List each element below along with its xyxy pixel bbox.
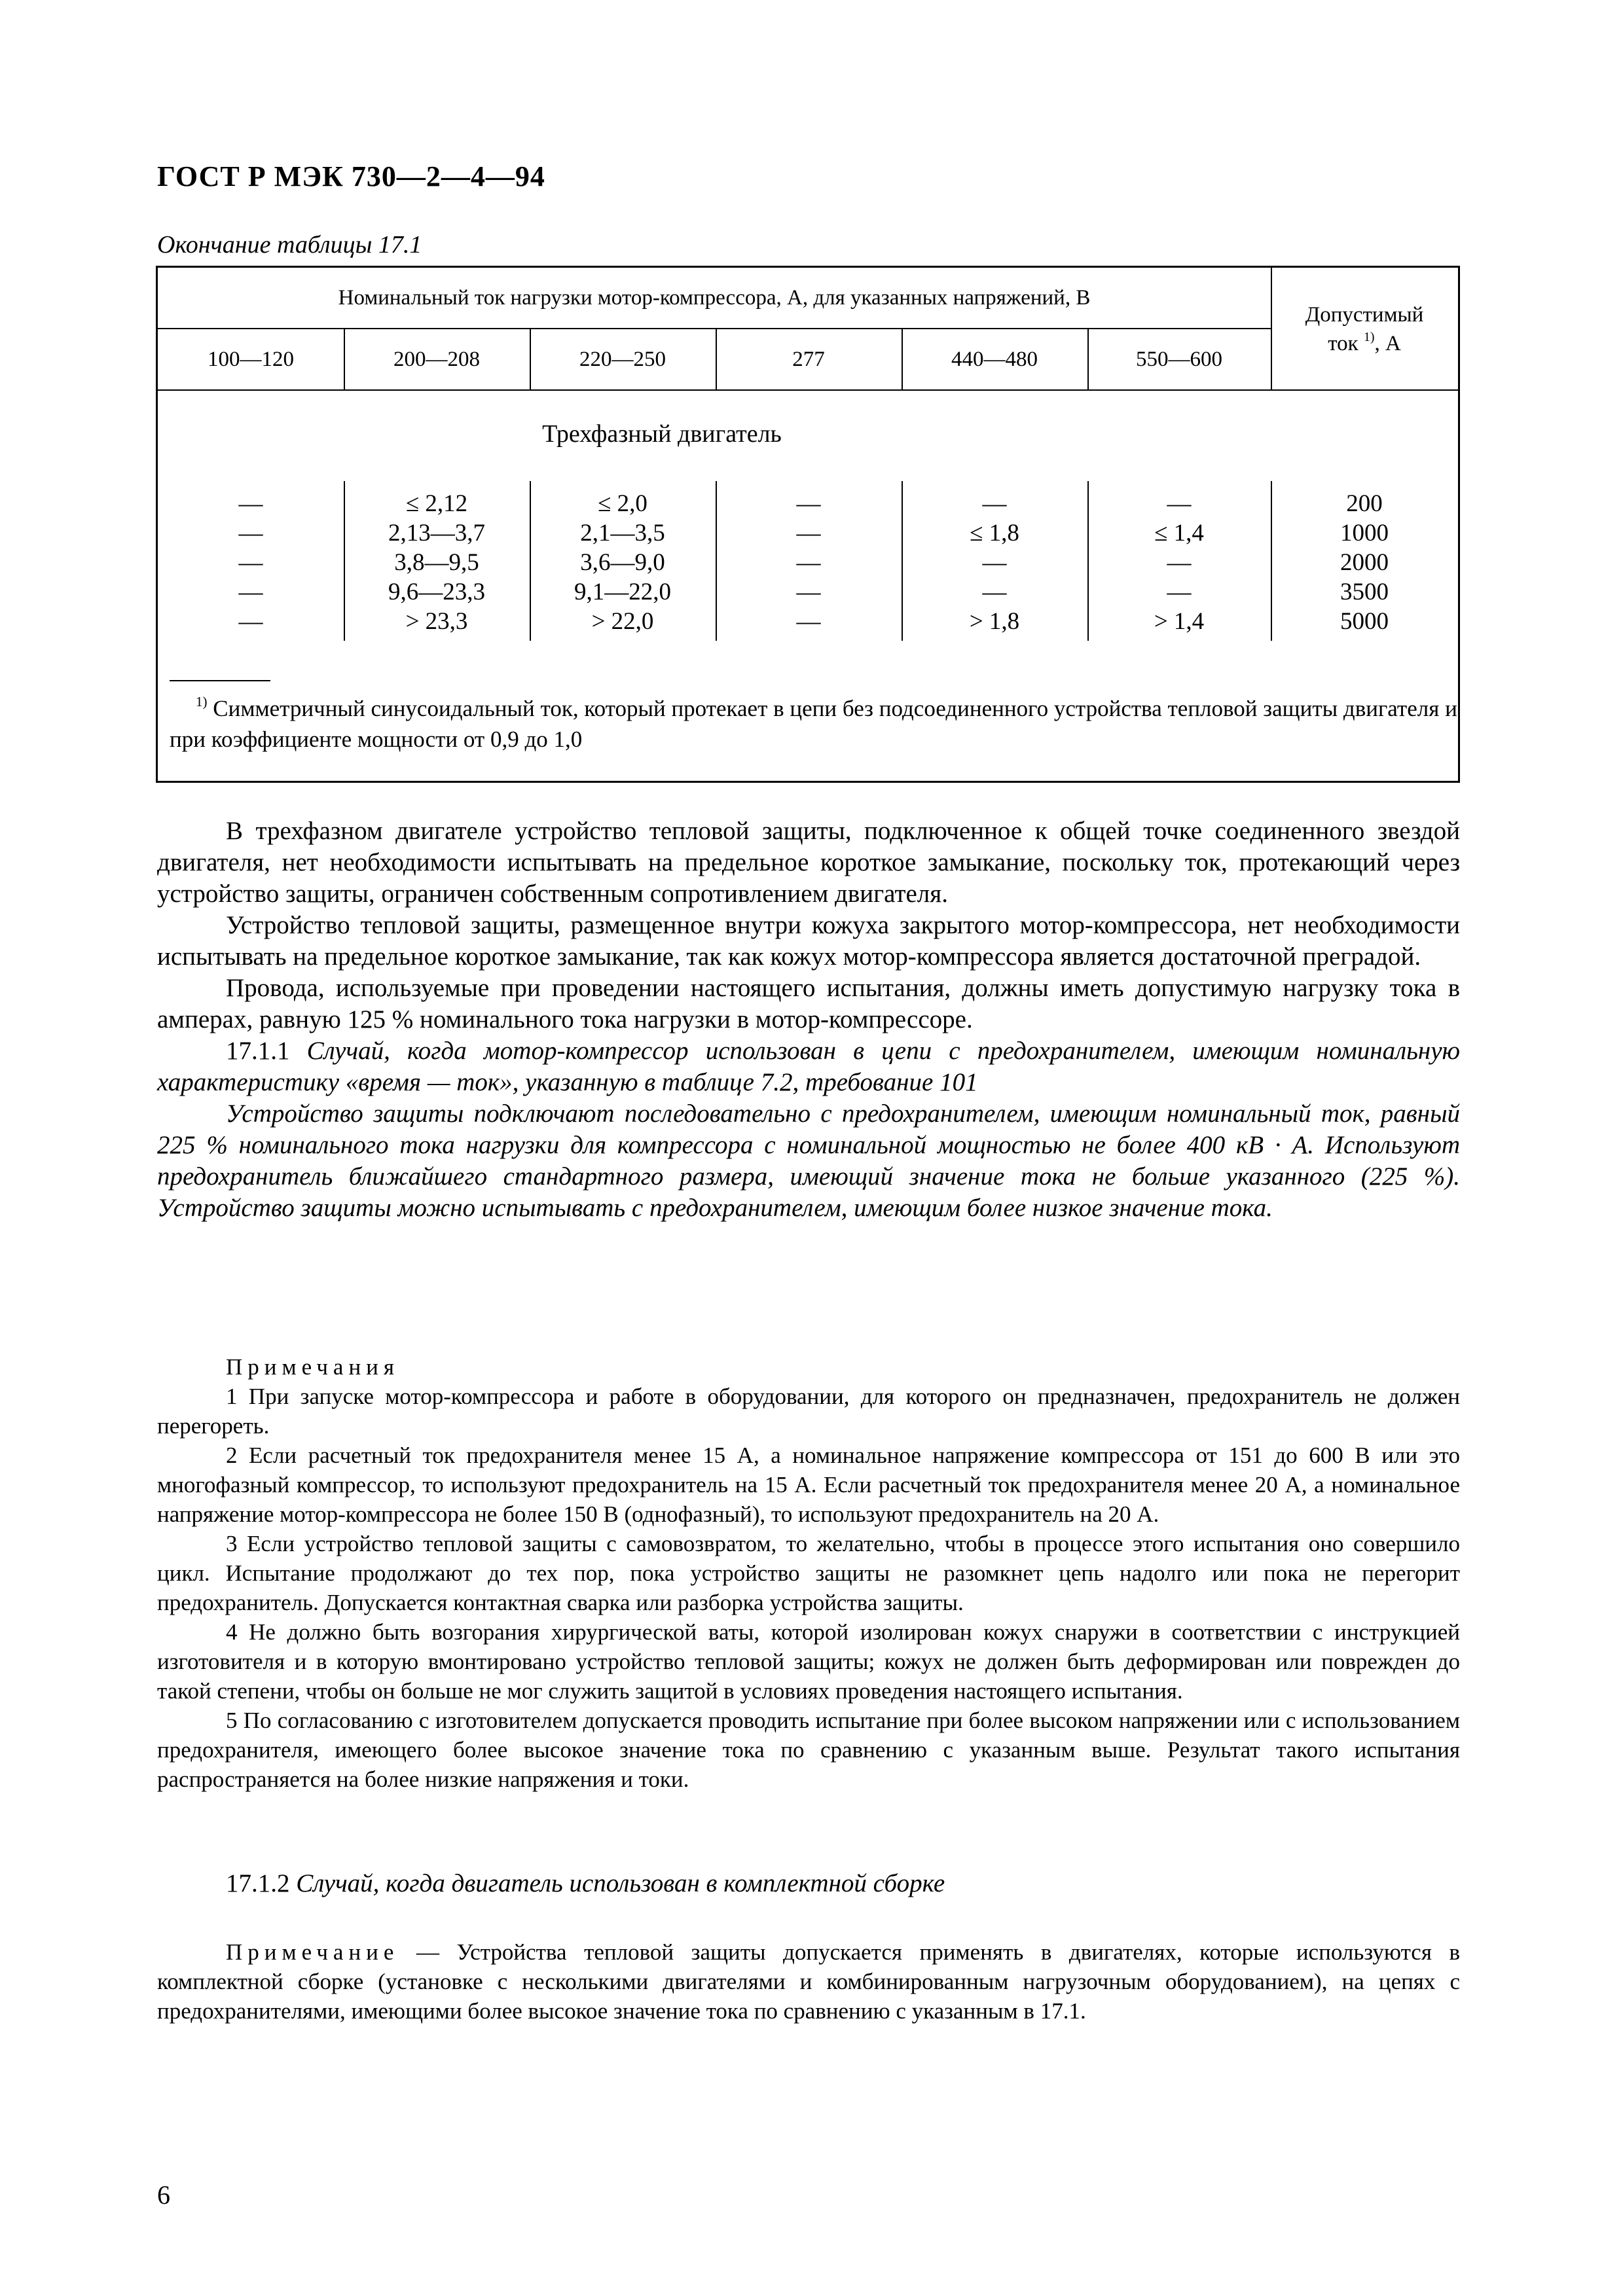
table-cell: — (796, 520, 821, 547)
paragraph: В трехфазном двигателе устройство тепловой защиты, подключенное к общей точке соединенного звездой двигателя, нет необходимости испытывать на предельное короткое замыкание, поскольку ток, протекающий через устройство защиты, ограничен собственным сопротивлением двигателя. (157, 817, 1460, 908)
table-rule (158, 389, 1458, 391)
footnote-text: Симметричный синусоидальный ток, который протекает в цепи без подсоединенного устройства тепловой защиты двигателя и при коэффициенте мощности от 0,9 до 1,0 (170, 696, 1457, 752)
allowed-header-prefix: ток (1328, 332, 1364, 355)
notes-heading: Примечания (226, 1354, 400, 1380)
table-cell: — (238, 608, 263, 635)
table-column-100-120 (158, 489, 344, 636)
table-cell: — (982, 549, 1007, 576)
section-title-three-phase: Трехфазный двигатель (542, 420, 782, 448)
table-cell: > 1,8 (969, 608, 1020, 635)
group-header: Номинальный ток нагрузки мотор-компрессора, А, для указанных напряжений, В (338, 286, 1091, 310)
table-cell: — (238, 520, 263, 547)
note-item: 4 Не должно быть возгорания хирургической ваты, которой изолирован кожух снаружи в соответствии с инструкцией изготовителя и в которую вмонтировано устройство тепловой защиты; кожух не должен быть деформирован или поврежден до такой степени, чтобы он больше не мог служить защитой в условиях проведения настоящего испытания. (157, 1619, 1460, 1704)
paragraph: Устройство защиты подключают последовательно с предохранителем, имеющим номинальный ток, равный 225 % номинального тока нагрузки для компрессора с номинальной мощностью не более 400 кВ · А. Используют предохранитель ближайшего стандартного размера, имеющий значение тока не больше указанного (225 %). Устройство защиты можно испытывать с предохранителем, имеющим более низкое значение тока. (157, 1100, 1460, 1222)
table-cell: ≤ 1,4 (1154, 520, 1204, 547)
current-table (156, 266, 1460, 783)
table-cell: — (982, 490, 1007, 517)
column-header: 440—480 (951, 348, 1038, 371)
note-item: 3 Если устройство тепловой защиты с самовозвратом, то желательно, чтобы в процессе этого испытания оно совершило цикл. Испытание продолжают до тех пор, пока устройство защиты не разомкнет цепь надолго или пока не перегорит предохранитель. Допускается контактная сварка или разборка устройства защиты. (157, 1531, 1460, 1615)
subsection-number: 17.1.1 (226, 1037, 290, 1065)
note-item: 5 По согласованию с изготовителем допускается проводить испытание при более высоком напряжении или с использованием предохранителя, имеющего более высокое значение тока по сравнению с указанным выше. Результат такого испытания распространяется на более низкие напряжения и токи. (157, 1708, 1460, 1792)
allowed-header-suffix: , А (1374, 332, 1401, 355)
note-item: 2 Если расчетный ток предохранителя менее 15 А, а номинальное напряжение компрессора от 151 до 600 В или это многофазный компрессор, то используют предохранитель на 15 А. Если расчетный ток предохранителя менее 20 А, а номинальное напряжение мотор-компрессора не более 150 В (однофазный), то используют предохранитель на 20 А. (157, 1443, 1460, 1527)
paragraph: Устройство тепловой защиты, размещенное внутри кожуха закрытого мотор-компрессора, нет необходимости испытывать на предельное короткое замыкание, так как кожух мотор-компрессора является достаточной преградой. (157, 911, 1460, 971)
table-rule (158, 328, 1271, 329)
table-cell: — (796, 549, 821, 576)
table-column-200-208 (344, 489, 530, 636)
table-cell: 5000 (1340, 608, 1389, 635)
document-header: ГОСТ Р МЭК 730—2—4—94 (157, 160, 545, 192)
table-cell: — (238, 490, 263, 517)
table-cell: — (238, 579, 263, 605)
table-cell: 1000 (1340, 520, 1389, 547)
table-cell: — (1167, 549, 1192, 576)
table-cell: > 22,0 (591, 608, 654, 635)
table-cell: ≤ 2,0 (598, 490, 647, 517)
column-header: 220—250 (579, 348, 666, 371)
table-cell: — (1167, 490, 1192, 517)
table-cell: > 1,4 (1154, 608, 1205, 635)
table-column-allowed-current (1271, 489, 1458, 636)
subsection-title: Случай, когда двигатель использован в комплектной сборке (296, 1869, 945, 1897)
main-text (157, 816, 1460, 1224)
table-cell: > 23,3 (405, 608, 468, 635)
notes-block (157, 1352, 1460, 1794)
table-cell: 200 (1346, 490, 1383, 517)
allowed-header-line1: Допустимый (1305, 303, 1424, 327)
note-text: — Устройства тепловой защиты допускается применять в двигателях, которые используются в комплектной сборке (установке с несколькими двигателями и комбинированным нагрузочным оборудованием), на цепях с предохранителями, имеющими более высокое значение тока по сравнению с указанным в 17.1. (157, 1939, 1460, 2024)
footnote-mark: 1) (196, 694, 208, 710)
column-header: 200—208 (393, 348, 480, 371)
table-column-550-600 (1087, 489, 1271, 636)
table-cell: — (238, 549, 263, 576)
page-number: 6 (157, 2180, 170, 2210)
footnote-rule (170, 680, 270, 681)
table-caption: Окончание таблицы 17.1 (157, 231, 422, 259)
column-header: 550—600 (1136, 348, 1222, 371)
note-label: Примечание (226, 1939, 399, 1965)
table-cell: 3,8—9,5 (394, 549, 479, 576)
table-column-277 (716, 489, 902, 636)
table-cell: — (796, 608, 821, 635)
subsection-heading (157, 1868, 1460, 1899)
subsection-17-1-1 (157, 1035, 1460, 1098)
footnote-ref: 1) (1363, 330, 1375, 345)
allowed-current-header (1271, 300, 1458, 358)
subsection-number: 17.1.2 (226, 1869, 290, 1897)
subsection-title: Случай, когда мотор-компрессор использован в цепи с предохранителем, имеющим номинальную характеристику «время — ток», указанную в таблице 7.2, требование 101 (157, 1037, 1460, 1096)
table-cell: — (982, 579, 1007, 605)
table-cell: — (796, 579, 821, 605)
subsection-17-1-2 (157, 1868, 1460, 1899)
table-cell: — (796, 490, 821, 517)
table-cell: 3,6—9,0 (580, 549, 665, 576)
table-cell: 3500 (1340, 579, 1389, 605)
allowed-header-line2 (1271, 329, 1458, 358)
column-header: 100—120 (208, 348, 294, 371)
note-item: 1 При запуске мотор-компрессора и работе в оборудовании, для которого он предназначен, предохранитель не должен перегореть. (157, 1384, 1460, 1439)
table-column-220-250 (530, 489, 716, 636)
table-cell: 2,1—3,5 (580, 520, 665, 547)
table-cell: ≤ 2,12 (405, 490, 468, 517)
paragraph: Провода, используемые при проведении настоящего испытания, должны иметь допустимую нагрузку тока в амперах, равную 125 % номинального тока нагрузки в мотор-компрессоре. (157, 974, 1460, 1033)
table-column-440-480 (902, 489, 1087, 636)
table-cell: ≤ 1,8 (970, 520, 1019, 547)
table-cell: 9,6—23,3 (388, 579, 485, 605)
table-cell: 2,13—3,7 (388, 520, 485, 547)
table-cell: — (1167, 579, 1192, 605)
table-cell: 9,1—22,0 (574, 579, 671, 605)
table-footnote (170, 693, 1472, 755)
table-cell: 2000 (1340, 549, 1389, 576)
note-item (157, 1937, 1460, 2026)
final-note (157, 1937, 1460, 2026)
column-header: 277 (792, 348, 825, 371)
